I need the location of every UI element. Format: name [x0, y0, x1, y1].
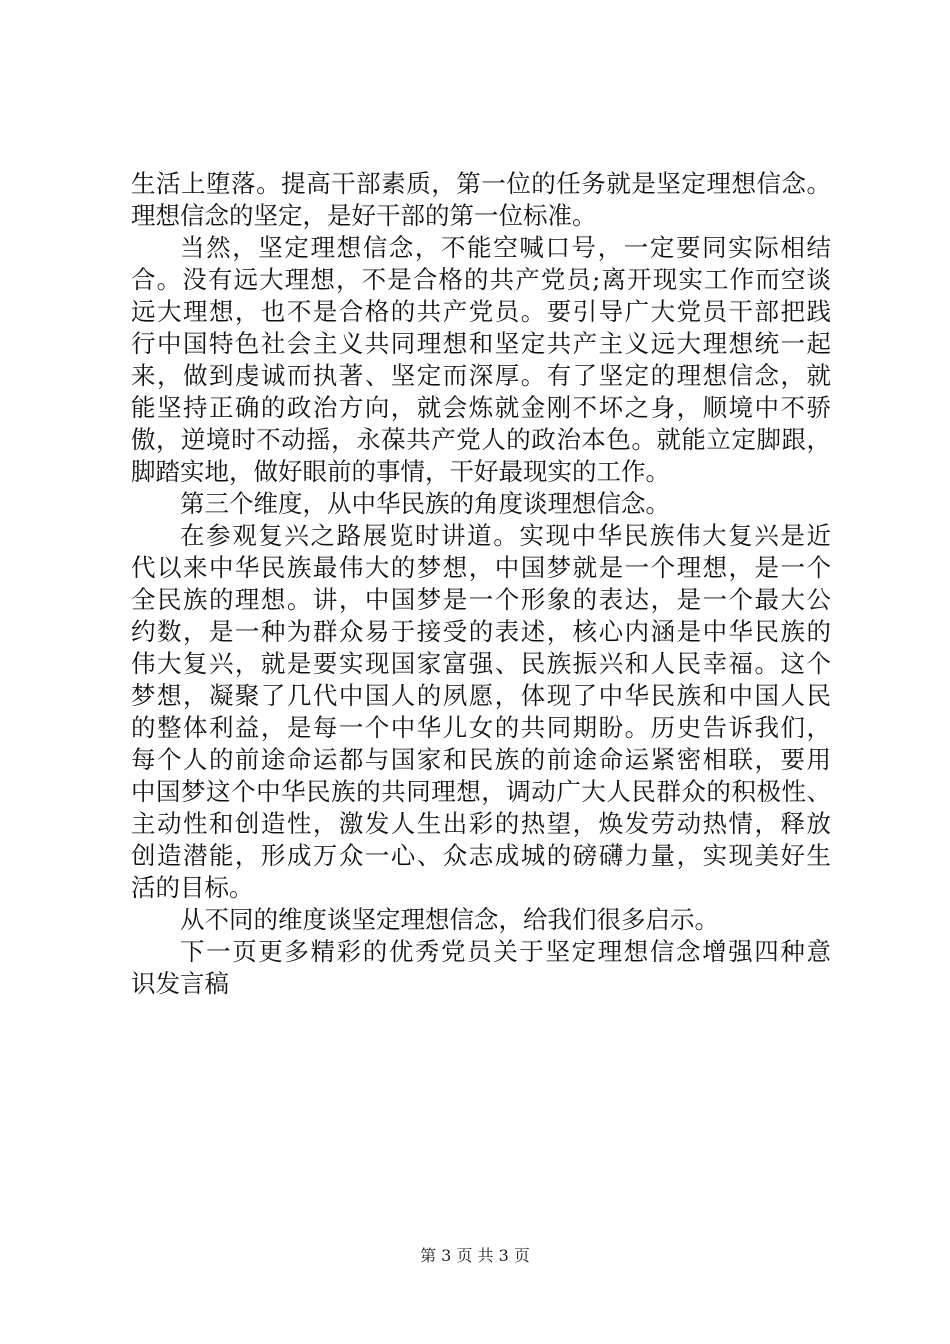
text-line: 理想信念的坚定，是好干部的第一位标准。	[131, 201, 597, 230]
text-line: 中国梦这个中华民族的共同理想，调动广大人民群众的积极性、	[131, 777, 831, 806]
text-line: 全民族的理想。讲，中国梦是一个形象的表达，是一个最大公	[131, 585, 831, 614]
text-line: 当然，坚定理想信念，不能空喊口号，一定要同实际相结	[180, 233, 831, 262]
text-line: 合。没有远大理想，不是合格的共产党员;离开现实工作而空谈	[131, 265, 831, 294]
text-line: 远大理想，也不是合格的共产党员。要引导广大党员干部把践	[131, 297, 831, 326]
text-line: 第三个维度，从中华民族的角度谈理想信念。	[180, 489, 670, 518]
text-line: 行中国特色社会主义共同理想和坚定共产主义远大理想统一起	[131, 329, 831, 358]
text-line: 脚踏实地，做好眼前的事情，干好最现实的工作。	[131, 457, 670, 486]
text-line: 梦想，凝聚了几代中国人的夙愿，体现了中华民族和中国人民	[131, 681, 831, 710]
text-line: 伟大复兴，就是要实现国家富强、民族振兴和人民幸福。这个	[131, 649, 831, 678]
text-line: 在参观复兴之路展览时讲道。实现中华民族伟大复兴是近	[180, 521, 831, 550]
text-line: 识发言稿	[131, 969, 229, 998]
text-line: 代以来中华民族最伟大的梦想，中国梦就是一个理想，是一个	[131, 553, 831, 582]
document-body	[131, 168, 831, 1000]
text-line: 傲，逆境时不动摇，永葆共产党人的政治本色。就能立定脚跟，	[131, 425, 831, 454]
text-line: 下一页更多精彩的优秀党员关于坚定理想信念增强四种意	[180, 937, 831, 966]
page-footer	[0, 1246, 950, 1266]
text-line: 能坚持正确的政治方向，就会炼就金刚不坏之身，顺境中不骄	[131, 393, 831, 422]
text-line: 的整体利益，是每一个中华儿女的共同期盼。历史告诉我们，	[131, 713, 831, 742]
text-line: 每个人的前途命运都与国家和民族的前途命运紧密相联，要用	[131, 745, 831, 774]
text-line: 主动性和创造性，激发人生出彩的热望，焕发劳动热情，释放	[131, 809, 831, 838]
text-line: 创造潜能，形成万众一心、众志成城的磅礴力量，实现美好生	[131, 841, 831, 870]
text-line: 活的目标。	[131, 873, 254, 902]
text-line: 约数，是一种为群众易于接受的表述，核心内涵是中华民族的	[131, 617, 831, 646]
text-line: 来，做到虔诚而执著、坚定而深厚。有了坚定的理想信念，就	[131, 361, 831, 390]
text-line: 从不同的维度谈坚定理想信念，给我们很多启示。	[180, 905, 719, 934]
page-number-indicator: 第 3 页 共 3 页	[420, 1246, 530, 1265]
text-line: 生活上堕落。提高干部素质，第一位的任务就是坚定理想信念。	[131, 169, 831, 198]
